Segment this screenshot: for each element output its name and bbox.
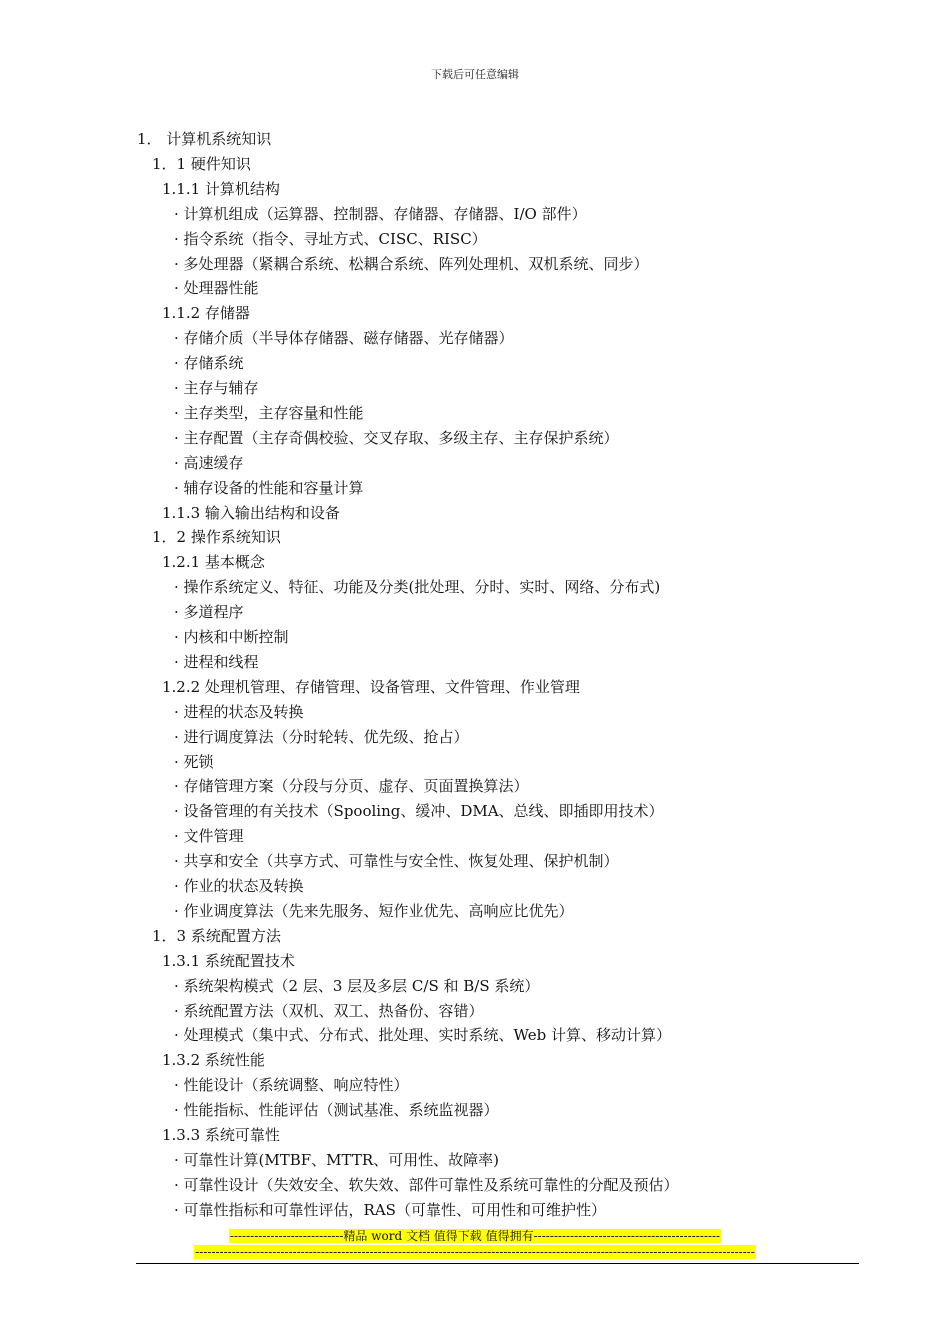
subsection-heading: 1.1.2 存储器 bbox=[162, 304, 250, 323]
bullet-item: · 作业的状态及转换 bbox=[174, 877, 304, 895]
bullet-item: · 主存配置（主存奇偶校验、交叉存取、多级主存、主存保护系统） bbox=[174, 428, 619, 447]
page-header: 下载后可任意编辑 bbox=[431, 68, 519, 81]
bullet-item: · 性能指标、性能评估（测试基准、系统监视器） bbox=[174, 1101, 499, 1120]
subsection-heading: 1.3.3 系统可靠性 bbox=[162, 1126, 280, 1144]
footer-banner-dashes: ------------------------------------------------------------------------------------------------------------------------------------------ bbox=[195, 1245, 755, 1259]
bullet-item: · 指令系统（指令、寻址方式、CISC、RISC） bbox=[174, 229, 487, 248]
bullet-item: · 存储系统 bbox=[174, 354, 244, 373]
bullet-item: · 共享和安全（共享方式、可靠性与安全性、恢复处理、保护机制） bbox=[174, 852, 619, 871]
bullet-item: · 主存类型，主存容量和性能 bbox=[174, 403, 364, 422]
subsection-heading: 1.3.1 系统配置技术 bbox=[162, 951, 295, 970]
bullet-item: · 高速缓存 bbox=[174, 453, 244, 472]
bullet-item: · 可靠性计算(MTBF、MTTR、可用性、故障率) bbox=[174, 1150, 499, 1169]
bullet-item: · 系统架构模式（2 层、3 层及多层 C/S 和 B/S 系统） bbox=[174, 976, 540, 995]
subsection-heading: 1.2.2 处理机管理、存储管理、设备管理、文件管理、作业管理 bbox=[162, 677, 580, 696]
bullet-item: · 计算机组成（运算器、控制器、存储器、存储器、I/O 部件） bbox=[174, 204, 587, 223]
footer-banner-line-1 bbox=[0, 1229, 950, 1244]
bullet-item: · 可靠性设计（失效安全、软失效、部件可靠性及系统可靠性的分配及预估） bbox=[174, 1175, 679, 1194]
bullet-item: · 进行调度算法（分时轮转、优先级、抢占） bbox=[174, 727, 469, 746]
bullet-item: · 内核和中断控制 bbox=[174, 628, 289, 646]
bullet-item: · 主存与辅存 bbox=[174, 379, 259, 397]
bullet-item: · 进程的状态及转换 bbox=[174, 702, 304, 721]
subsection-heading: 1.3.2 系统性能 bbox=[162, 1051, 265, 1070]
footer-banner-text: ----------------------------精品 word 文档 值得下载 值得拥有---------------------------------------------- bbox=[229, 1229, 721, 1243]
bullet-item: · 处理器性能 bbox=[174, 279, 259, 298]
bullet-item: · 辅存设备的性能和容量计算 bbox=[174, 478, 364, 497]
subsection-heading: 1.2.1 基本概念 bbox=[162, 553, 265, 572]
bullet-item: · 性能设计（系统调整、响应特性） bbox=[174, 1076, 409, 1095]
bullet-item: · 设备管理的有关技术（Spooling、缓冲、DMA、总线、即插即用技术） bbox=[174, 802, 664, 821]
subsection-heading: 1.1.1 计算机结构 bbox=[162, 179, 280, 198]
bullet-item: · 存储管理方案（分段与分页、虚存、页面置换算法） bbox=[174, 777, 529, 796]
chapter-heading: 1． 计算机系统知识 bbox=[137, 130, 272, 148]
subsection-heading: 1.1.3 输入输出结构和设备 bbox=[162, 503, 340, 522]
bullet-item: · 死锁 bbox=[174, 752, 214, 771]
bullet-item: · 系统配置方法（双机、双工、热备份、容错） bbox=[174, 1001, 484, 1020]
bullet-item: · 操作系统定义、特征、功能及分类(批处理、分时、实时、网络、分布式) bbox=[174, 578, 661, 597]
section-heading: 1．2 操作系统知识 bbox=[152, 528, 281, 547]
bullet-item: · 文件管理 bbox=[174, 827, 244, 846]
section-heading: 1．1 硬件知识 bbox=[152, 154, 251, 173]
bullet-item: · 进程和线程 bbox=[174, 652, 259, 671]
footer-banner-line-2 bbox=[0, 1245, 950, 1260]
footer-rule bbox=[136, 1263, 859, 1264]
bullet-item: · 处理模式（集中式、分布式、批处理、实时系统、Web 计算、移动计算） bbox=[174, 1026, 671, 1045]
bullet-item: · 作业调度算法（先来先服务、短作业优先、高响应比优先） bbox=[174, 901, 574, 920]
bullet-item: · 存储介质（半导体存储器、磁存储器、光存储器） bbox=[174, 329, 514, 348]
bullet-item: · 多处理器（紧耦合系统、松耦合系统、阵列处理机、双机系统、同步） bbox=[174, 254, 649, 273]
bullet-item: · 多道程序 bbox=[174, 603, 244, 622]
section-heading: 1．3 系统配置方法 bbox=[152, 926, 281, 945]
bullet-item: · 可靠性指标和可靠性评估，RAS（可靠性、可用性和可维护性） bbox=[174, 1200, 606, 1219]
